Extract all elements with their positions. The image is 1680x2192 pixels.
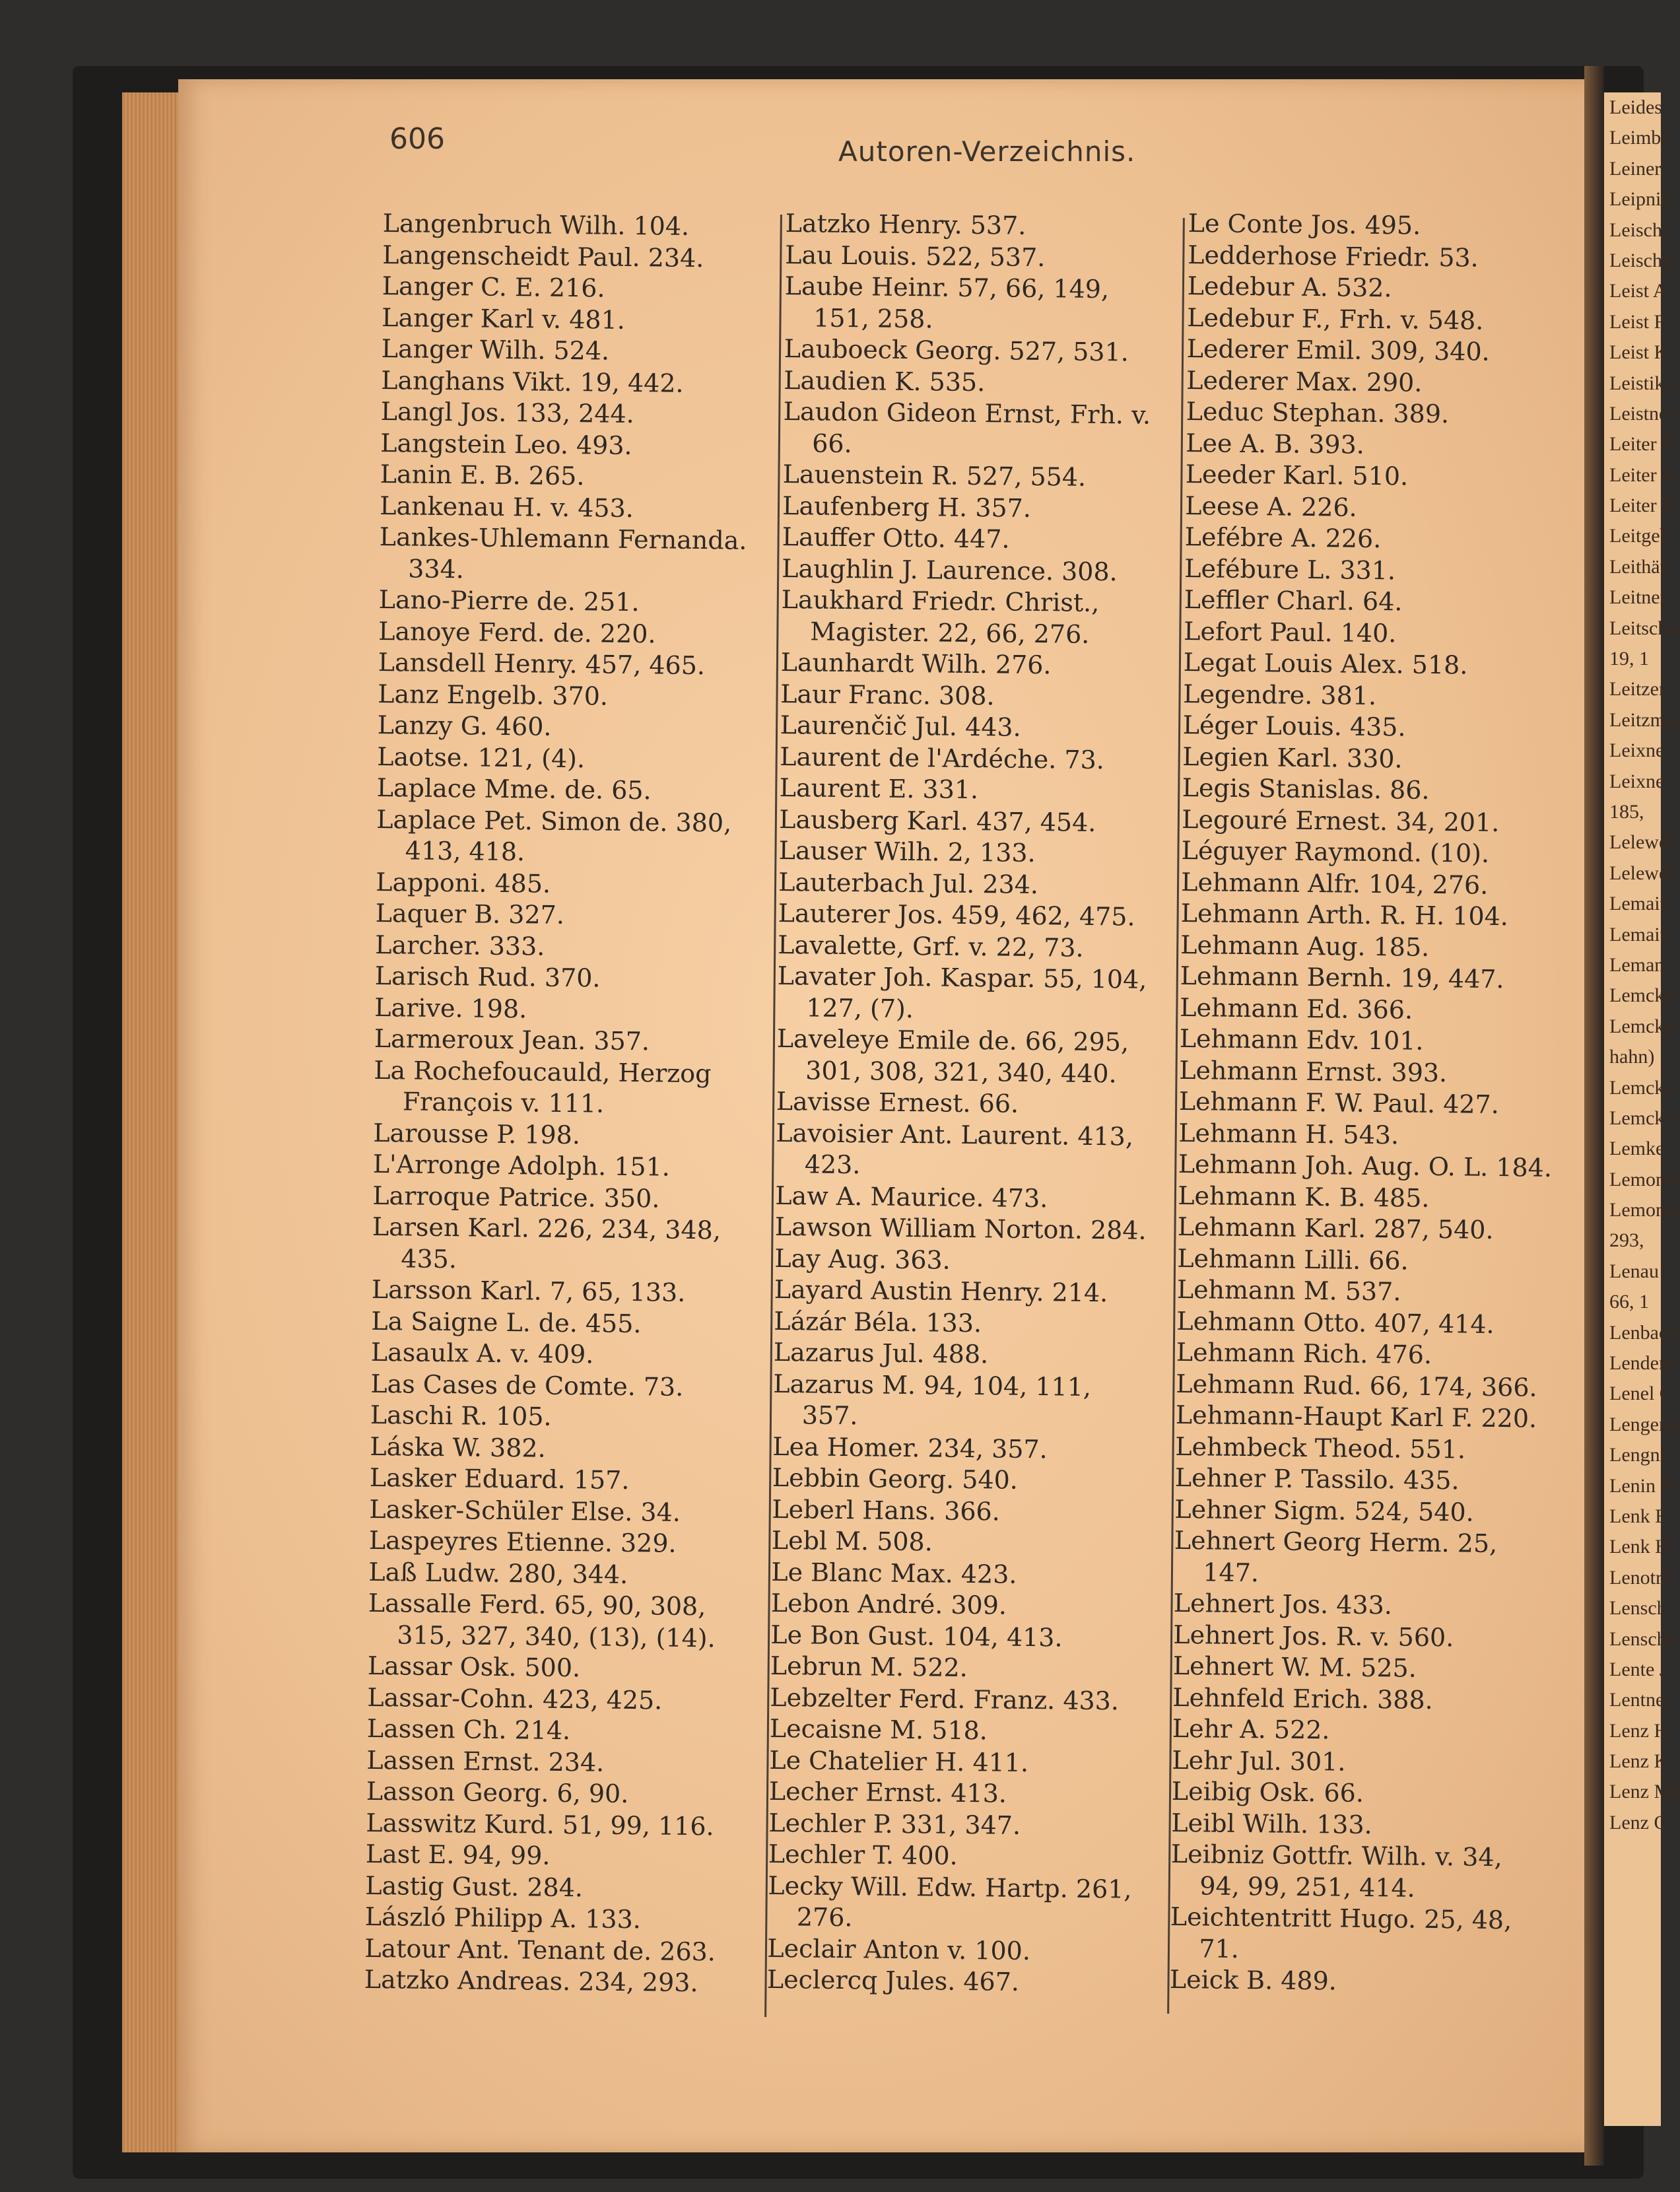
index-entry-line: Lauterer Jos. 459, 462, 475.	[778, 898, 1135, 932]
facing-page-line: Lente J	[1609, 1658, 1667, 1680]
index-entry-line: Ledderhose Friedr. 53.	[1188, 240, 1479, 273]
page-block-edge	[122, 92, 185, 2152]
index-column-1	[364, 208, 753, 1999]
index-entry-line: Lehmann Rud. 66, 174, 366.	[1176, 1369, 1537, 1402]
facing-page-line: hahn)	[1609, 1046, 1655, 1068]
index-entry-line: Leclercq Jules. 467.	[766, 1964, 1020, 1997]
facing-page-line: Lenz Ma	[1609, 1781, 1680, 1803]
index-entry-line: Lehnert Jos. 433.	[1173, 1588, 1393, 1620]
index-entry-line: Laotse. 121, (4).	[377, 741, 586, 773]
index-entry-line: Larmeroux Jean. 357.	[374, 1023, 650, 1056]
index-entry-line: Laplace Pet. Simon de. 380,	[376, 804, 732, 838]
facing-page-line: Leixner	[1609, 739, 1671, 762]
index-entry-line: Lebzelter Ferd. Franz. 433.	[770, 1682, 1120, 1715]
index-entry-line: Leclair Anton v. 100.	[767, 1933, 1031, 1966]
index-entry-line: Lasson Georg. 6, 90.	[366, 1776, 629, 1809]
facing-page-line: Lenk H	[1609, 1536, 1669, 1558]
index-entry-line: Larcher. 333.	[375, 930, 545, 961]
facing-page-line: Lemke	[1609, 1138, 1665, 1160]
index-entry-line: Léguyer Raymond. (10).	[1181, 835, 1490, 868]
index-entry-line: Láska W. 382.	[370, 1431, 546, 1463]
index-column-3	[1170, 208, 1564, 1999]
index-entry-line: Lano-Pierre de. 251.	[378, 584, 640, 617]
index-entry-line: Laß Ludw. 280, 344.	[368, 1557, 628, 1589]
index-entry-line: Lehr A. 522.	[1172, 1713, 1330, 1745]
facing-page-line: Lelewer	[1609, 862, 1675, 884]
facing-page-line: Leistner	[1609, 402, 1675, 425]
index-entry-line: Lehnert Georg Herm. 25,	[1174, 1525, 1498, 1559]
index-entry-line: Laur Franc. 308.	[780, 679, 995, 710]
index-entry-line: Langer C. E. 216.	[382, 271, 605, 303]
index-entry-line: Lastig Gust. 284.	[365, 1870, 584, 1902]
index-entry-line: Lankes-Uhlemann Fernanda.	[379, 522, 747, 555]
facing-page-line: Leiter F	[1609, 433, 1673, 456]
index-entry-line: 151, 258.	[813, 302, 933, 333]
index-entry-line: 66.	[812, 428, 852, 458]
index-entry-line: Lasker Eduard. 157.	[369, 1462, 630, 1495]
facing-page-line: Leischn	[1609, 249, 1672, 271]
index-entry-line: Lazarus Jul. 488.	[773, 1337, 989, 1369]
index-entry-line: Langhans Vikt. 19, 442.	[381, 365, 684, 398]
facing-page-line: Lenel C	[1609, 1383, 1673, 1405]
facing-page-line: 19, 1	[1609, 648, 1649, 670]
index-entry-line: Last E. 94, 99.	[365, 1839, 551, 1870]
index-entry-line: Lausberg Karl. 437, 454.	[779, 804, 1096, 837]
index-entry-line: Leduc Stephan. 389.	[1186, 396, 1450, 429]
index-entry-line: Lauboeck Georg. 527, 531.	[784, 333, 1129, 367]
index-entry-line: Lebl M. 508.	[771, 1525, 933, 1557]
index-entry-line: Leichtentritt Hugo. 25, 48,	[1170, 1901, 1512, 1935]
book-gutter	[1584, 66, 1604, 2166]
index-entry-line: Lehmann Alfr. 104, 276.	[1181, 867, 1489, 900]
index-entry-line: Laukhard Friedr. Christ.,	[781, 584, 1100, 618]
index-entry-line: Las Cases de Comte. 73.	[370, 1369, 684, 1402]
index-entry-line: Lansdell Henry. 457, 465.	[378, 647, 706, 681]
index-entry-line: Lassen Ernst. 234.	[366, 1745, 605, 1777]
index-entry-line: 147.	[1203, 1557, 1260, 1587]
index-entry-line: 315, 327, 340, (13), (14).	[397, 1620, 716, 1653]
facing-page-line: Leman	[1609, 953, 1665, 976]
index-entry-line: La Rochefoucauld, Herzog	[374, 1055, 712, 1088]
index-entry-line: 334.	[408, 553, 465, 584]
index-entry-line: Laspeyres Etienne. 329.	[368, 1525, 677, 1558]
index-entry-line: Langer Karl v. 481.	[382, 302, 626, 335]
facing-page-line: Lenin N	[1609, 1474, 1675, 1497]
index-entry-line: Lebrun M. 522.	[770, 1651, 968, 1683]
facing-page-line: Leitzen	[1609, 678, 1669, 701]
index-entry-line: Lanzy G. 460.	[377, 710, 552, 741]
index-entry-line: Lau Louis. 522, 537.	[785, 240, 1046, 272]
facing-page-line: Lemcke	[1609, 1076, 1673, 1099]
index-entry-line: Legouré Ernest. 34, 201.	[1182, 804, 1500, 837]
facing-page-line: Lenz K	[1609, 1750, 1669, 1773]
index-entry-line: Laughlin J. Laurence. 308.	[782, 553, 1118, 586]
index-entry-line: Lehner P. Tassilo. 435.	[1174, 1462, 1460, 1495]
index-entry-line: Leeder Karl. 510.	[1185, 459, 1409, 491]
index-entry-line: 276.	[796, 1902, 853, 1933]
index-entry-line: Larive. 198.	[374, 992, 527, 1023]
index-entry-line: Langenscheidt Paul. 234.	[382, 240, 704, 273]
index-entry-line: Le Chatelier H. 411.	[769, 1745, 1029, 1777]
index-entry-line: Lavisse Ernest. 66.	[776, 1086, 1019, 1118]
index-entry-line: Lehmann F. W. Paul. 427.	[1178, 1086, 1500, 1120]
index-entry-line: Langer Wilh. 524.	[381, 333, 610, 366]
index-entry-line: La Saigne L. de. 455.	[371, 1306, 642, 1338]
index-entry-line: Legendre. 381.	[1183, 679, 1377, 710]
index-entry-line: Lasaulx A. v. 409.	[370, 1337, 594, 1369]
index-entry-line: Lehmann-Haupt Karl F. 220.	[1175, 1400, 1537, 1433]
facing-page-line: Leischi	[1609, 219, 1668, 241]
index-entry-line: Law A. Maurice. 473.	[775, 1181, 1048, 1213]
facing-page-line: Lemonn	[1609, 1168, 1675, 1190]
facing-page-line: 293,	[1609, 1229, 1644, 1252]
index-entry-line: Lehmann Ed. 366.	[1180, 992, 1413, 1025]
facing-page-line: Leiter H	[1609, 495, 1676, 517]
index-entry-line: László Philipp A. 133.	[364, 1901, 642, 1935]
index-entry-line: Larisch Rud. 370.	[374, 961, 601, 993]
index-entry-line: Laudien K. 535.	[784, 365, 986, 397]
index-entry-line: Lehmbeck Theod. 551.	[1175, 1431, 1466, 1464]
index-entry-line: Lehmann Bernh. 19, 447.	[1180, 961, 1504, 994]
index-entry-line: Laveleye Emile de. 66, 295,	[776, 1023, 1129, 1057]
facing-page-line: Leitgeb	[1609, 525, 1670, 547]
index-entry-line: Lay Aug. 363.	[774, 1243, 951, 1275]
index-entry-line: Lankenau H. v. 453.	[380, 491, 634, 523]
facing-page-line: Lengerk	[1609, 1413, 1675, 1435]
index-entry-line: L'Arronge Adolph. 151.	[372, 1149, 671, 1182]
index-entry-line: Le Bon Gust. 104, 413.	[770, 1620, 1063, 1653]
index-entry-line: Lehmann K. B. 485.	[1178, 1181, 1430, 1213]
facing-page-line: 185,	[1609, 800, 1644, 823]
index-entry-line: Leese A. 226.	[1185, 491, 1357, 522]
facing-page-line: Lemcke	[1609, 1107, 1673, 1129]
facing-page-line: Lemaitr	[1609, 893, 1672, 915]
index-entry-line: Lassalle Ferd. 65, 90, 308,	[368, 1588, 706, 1622]
index-entry-line: Le Blanc Max. 423.	[771, 1557, 1017, 1589]
index-entry-line: Lehnert W. M. 525.	[1172, 1651, 1417, 1683]
index-entry-line: Leick B. 489.	[1169, 1964, 1337, 1996]
facing-page-line: Leimba	[1609, 127, 1670, 149]
index-entry-line: 94, 99, 251, 414.	[1199, 1870, 1415, 1903]
index-column-2	[767, 208, 1155, 1999]
facing-page-line: Leiter H	[1609, 463, 1676, 486]
facing-page-line: Leixner	[1609, 770, 1671, 792]
index-entry-line: Lasker-Schüler Else. 34.	[369, 1494, 681, 1527]
index-entry-line: Lavoisier Ant. Laurent. 413,	[776, 1118, 1134, 1151]
facing-page-line: Lemcke	[1609, 984, 1673, 1007]
facing-page-line: Leist A	[1609, 280, 1667, 302]
facing-page-line: Lenotre	[1609, 1566, 1671, 1589]
index-entry-line: Lehner Sigm. 524, 540.	[1174, 1494, 1474, 1527]
index-entry-line: Lefort Paul. 140.	[1184, 616, 1397, 648]
index-entry-line: Lehmann Otto. 407, 414.	[1176, 1306, 1495, 1339]
index-entry-line: 71.	[1199, 1933, 1240, 1964]
index-entry-line: Léger Louis. 435.	[1182, 710, 1406, 742]
index-entry-line: Lehmann Rich. 476.	[1176, 1337, 1432, 1369]
index-entry-line: Laurent E. 331.	[779, 772, 979, 805]
index-entry-line: Lanz Engelb. 370.	[378, 679, 609, 711]
index-entry-line: Lehnfeld Erich. 388.	[1172, 1682, 1433, 1715]
running-head: Autoren-Verzeichnis.	[838, 135, 1136, 168]
index-entry-line: Lederer Emil. 309, 340.	[1186, 333, 1490, 366]
index-entry-line: Lee A. B. 393.	[1186, 428, 1365, 460]
index-entry-line: Latzko Andreas. 234, 293.	[364, 1964, 698, 1998]
facing-page-line: Lenk E	[1609, 1505, 1667, 1527]
index-entry-line: Lefébre A. 226.	[1184, 522, 1382, 554]
index-entry-line: Laufenberg H. 357.	[782, 491, 1032, 523]
index-entry-line: Legis Stanislas. 86.	[1182, 772, 1430, 805]
index-entry-line: Lehmann Joh. Aug. O. L. 184.	[1178, 1149, 1553, 1182]
facing-page-line: Leitzma	[1609, 708, 1675, 731]
index-entry-line: Layard Austin Henry. 214.	[774, 1274, 1108, 1308]
index-entry-line: Lavalette, Grf. v. 22, 73.	[778, 930, 1084, 963]
index-entry-line: Leffler Charl. 64.	[1184, 584, 1403, 617]
index-entry-line: Lauffer Otto. 447.	[782, 522, 1010, 554]
index-entry-line: Laurenčič Jul. 443.	[780, 710, 1021, 742]
index-entry-line: Lehmann Lilli. 66.	[1177, 1243, 1409, 1276]
facing-page-line: Lenz O	[1609, 1811, 1669, 1833]
index-entry-line: Larsson Karl. 7, 65, 133.	[371, 1274, 686, 1307]
facing-page-line: Leitner	[1609, 586, 1667, 609]
index-entry-line: Leberl Hans. 366.	[772, 1494, 1001, 1526]
index-entry-line: Lebon André. 309.	[770, 1588, 1007, 1620]
index-entry-line: Lassar-Cohn. 423, 425.	[367, 1682, 663, 1715]
index-entry-line: Lauterbach Jul. 234.	[778, 867, 1039, 899]
index-entry-line: Lederer Max. 290.	[1186, 365, 1423, 397]
facing-page-line: Leist K	[1609, 341, 1669, 364]
index-entry-line: Ledebur F., Frh. v. 548.	[1187, 302, 1484, 335]
facing-page-line: Lemcke	[1609, 1015, 1673, 1037]
index-entry-line: Laquer B. 327.	[375, 898, 565, 930]
index-entry-line: Laplace Mme. de. 65.	[376, 772, 652, 805]
index-entry-line: Lavater Joh. Kaspar. 55, 104,	[777, 961, 1147, 994]
index-entry-line: Langenbruch Wilh. 104.	[382, 208, 690, 241]
facing-page-line: Leistiko	[1609, 372, 1675, 394]
facing-page-line: Leides	[1609, 96, 1662, 118]
index-entry-line: Legat Louis Alex. 518.	[1183, 647, 1468, 680]
index-entry-line: Lanoye Ferd. de. 220.	[378, 616, 656, 648]
facing-page-line: Lendenf	[1609, 1352, 1675, 1375]
index-entry-line: Lehmann Karl. 287, 540.	[1177, 1212, 1494, 1245]
facing-page-line: Lenz H	[1609, 1719, 1669, 1742]
index-entry-line: Lecky Will. Edw. Hartp. 261,	[768, 1870, 1132, 1904]
index-entry-line: Lehmann Arth. R. H. 104.	[1180, 898, 1509, 932]
facing-page-line: Lemaitr	[1609, 923, 1672, 945]
index-entry-line: Latzko Henry. 537.	[785, 208, 1026, 240]
index-entry-line: Lechler T. 400.	[768, 1839, 958, 1870]
index-entry-line: 127, (7).	[806, 992, 914, 1023]
index-entry-line: Lehmann Ernst. 393.	[1179, 1055, 1448, 1087]
index-entry-line: Laudon Gideon Ernst, Frh. v.	[783, 396, 1151, 430]
index-entry-line: Larsen Karl. 226, 234, 348,	[372, 1212, 722, 1245]
index-entry-line: Laube Heinr. 57, 66, 149,	[784, 271, 1110, 304]
index-entry-line: Laschi R. 105.	[370, 1400, 552, 1431]
index-entry-line: 435.	[401, 1243, 457, 1274]
facing-page-line: Lelewel	[1609, 831, 1673, 854]
index-entry-line: Larroque Patrice. 350.	[372, 1181, 660, 1213]
index-entry-line: Lehmann H. 543.	[1178, 1118, 1399, 1149]
facing-page-line: Leithäu	[1609, 555, 1670, 578]
facing-page-line: Lenscha	[1609, 1627, 1675, 1650]
index-entry-line: Magister. 22, 66, 276.	[810, 616, 1090, 649]
index-entry-line: Lecher Ernst. 413.	[768, 1776, 1007, 1808]
facing-page-line: Lentner	[1609, 1689, 1671, 1711]
index-entry-line: Leibniz Gottfr. Wilh. v. 34,	[1170, 1839, 1502, 1872]
index-entry-line: Lassar Osk. 500.	[367, 1651, 581, 1683]
index-entry-line: Lea Homer. 234, 357.	[772, 1431, 1048, 1464]
facing-page-line: Lengnic	[1609, 1444, 1675, 1466]
index-entry-line: Lehmann M. 537.	[1176, 1274, 1401, 1307]
index-entry-line: Lehnert Jos. R. v. 560.	[1173, 1620, 1454, 1652]
index-entry-line: Larousse P. 198.	[373, 1118, 581, 1149]
facing-page-line: Lensch	[1609, 1597, 1667, 1620]
index-entry-line: Lassen Ch. 214.	[366, 1713, 571, 1746]
index-entry-line: Lasswitz Kurd. 51, 99, 116.	[366, 1808, 714, 1841]
index-entry-line: Lanin E. B. 265.	[380, 459, 585, 491]
index-entry-line: Lechler P. 331, 347.	[768, 1808, 1021, 1840]
index-entry-line: Lecaisne M. 518.	[769, 1713, 988, 1746]
index-entry-line: Latour Ant. Tenant de. 263.	[364, 1933, 716, 1966]
index-entry-line: Lázár Béla. 133.	[774, 1306, 982, 1338]
index-entry-line: Lehmann Edv. 101.	[1179, 1023, 1424, 1056]
facing-page-line: 66, 1	[1609, 1291, 1649, 1313]
facing-page-line: Leist F	[1609, 310, 1665, 333]
facing-page-line: Leipnik	[1609, 188, 1671, 211]
index-entry-line: Lazarus M. 94, 104, 111,	[773, 1369, 1092, 1402]
index-entry-line: Lauser Wilh. 2, 133.	[778, 835, 1036, 868]
index-entry-line: 423.	[804, 1149, 861, 1180]
index-entry-line: Lehmann Aug. 185.	[1180, 930, 1430, 962]
index-entry-line: François v. 111.	[402, 1087, 605, 1118]
page-number: 606	[389, 122, 445, 156]
index-entry-line: Le Conte Jos. 495.	[1188, 208, 1421, 240]
index-entry-line: Lebbin Georg. 540.	[772, 1462, 1019, 1495]
index-entry-line: Lehr Jul. 301.	[1172, 1745, 1346, 1777]
index-entry-line: Ledebur A. 532.	[1187, 271, 1392, 303]
index-entry-line: Langl Jos. 133, 244.	[380, 396, 634, 429]
index-entry-line: 301, 308, 321, 340, 440.	[805, 1055, 1117, 1088]
index-entry-line: Lawson William Norton. 284.	[774, 1212, 1147, 1245]
index-entry-line: Leibl Wilh. 133.	[1171, 1808, 1372, 1839]
index-entry-line: Leibig Osk. 66.	[1171, 1776, 1364, 1808]
facing-page-line: Leiner	[1609, 157, 1662, 180]
facing-page-line: Leitschu	[1609, 617, 1678, 639]
facing-page-fragment	[1604, 92, 1680, 2126]
index-entry-line: Lefébure L. 331.	[1184, 553, 1396, 585]
facing-page-line: Lenbach	[1609, 1321, 1678, 1344]
index-entry-line: Legien Karl. 330.	[1182, 741, 1403, 773]
facing-page-line: Lemonn	[1609, 1199, 1675, 1221]
index-entry-line: Launhardt Wilh. 276.	[780, 647, 1052, 680]
facing-page-line: Lenau	[1609, 1260, 1659, 1282]
index-entry-line: Laurent de l'Ardéche. 73.	[780, 741, 1105, 774]
index-entry-line: Langstein Leo. 493.	[380, 428, 632, 460]
index-entry-line: 413, 418.	[405, 836, 525, 867]
index-entry-line: Lapponi. 485.	[376, 867, 551, 899]
index-entry-line: Lauenstein R. 527, 554.	[782, 459, 1087, 492]
index-entry-line: 357.	[801, 1400, 858, 1431]
